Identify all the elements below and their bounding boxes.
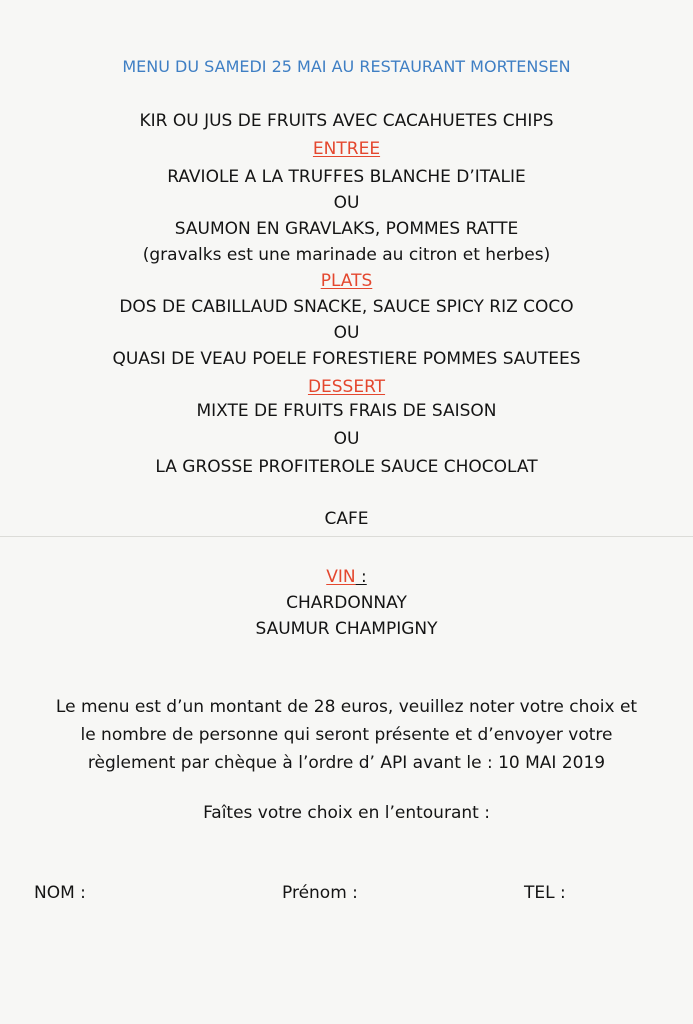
- prenom-label: Prénom :: [282, 883, 358, 903]
- info-line-3: règlement par chèque à l’ordre d’ API avant le : 10 MAI 2019: [87, 753, 606, 773]
- dessert-heading: DESSERT: [307, 377, 386, 397]
- info-line-1: Le menu est d’un montant de 28 euros, veuillez noter votre choix et: [55, 697, 638, 717]
- entree-option-2: SAUMON EN GRAVLAKS, POMMES RATTE: [174, 219, 519, 239]
- menu-title: MENU DU SAMEDI 25 MAI AU RESTAURANT MORTENSEN: [122, 57, 571, 76]
- cafe-line: CAFE: [324, 509, 369, 529]
- vin-heading: VIN: [326, 567, 356, 587]
- wine-1: CHARDONNAY: [286, 593, 407, 613]
- dessert-or: OU: [333, 429, 360, 449]
- plats-heading: PLATS: [320, 271, 373, 291]
- tel-label: TEL :: [524, 883, 566, 903]
- entree-option-1: RAVIOLE A LA TRUFFES BLANCHE D’ITALIE: [167, 167, 526, 187]
- plats-option-2: QUASI DE VEAU POELE FORESTIERE POMMES SAUTEES: [112, 349, 581, 369]
- paper-fold-line: [0, 536, 693, 537]
- entree-heading: ENTREE: [312, 139, 381, 159]
- dessert-option-1: MIXTE DE FRUITS FRAIS DE SAISON: [196, 401, 497, 421]
- vin-heading-colon: :: [355, 567, 367, 587]
- nom-label: NOM :: [34, 883, 86, 903]
- info-line-2: le nombre de personne qui seront présente et d’envoyer votre: [80, 725, 613, 745]
- choice-prompt: Faîtes votre choix en l’entourant :: [203, 803, 490, 823]
- aperitif-line: KIR OU JUS DE FRUITS AVEC CACAHUETES CHIPS: [139, 111, 554, 131]
- entree-or: OU: [333, 193, 360, 213]
- entree-note: (gravalks est une marinade au citron et herbes): [142, 245, 551, 265]
- plats-option-1: DOS DE CABILLAUD SNACKE, SAUCE SPICY RIZ COCO: [119, 297, 574, 317]
- plats-or: OU: [333, 323, 360, 343]
- wine-2: SAUMUR CHAMPIGNY: [255, 619, 438, 639]
- vin-heading-row: [0, 566, 693, 588]
- dessert-option-2: LA GROSSE PROFITEROLE SAUCE CHOCOLAT: [155, 457, 538, 477]
